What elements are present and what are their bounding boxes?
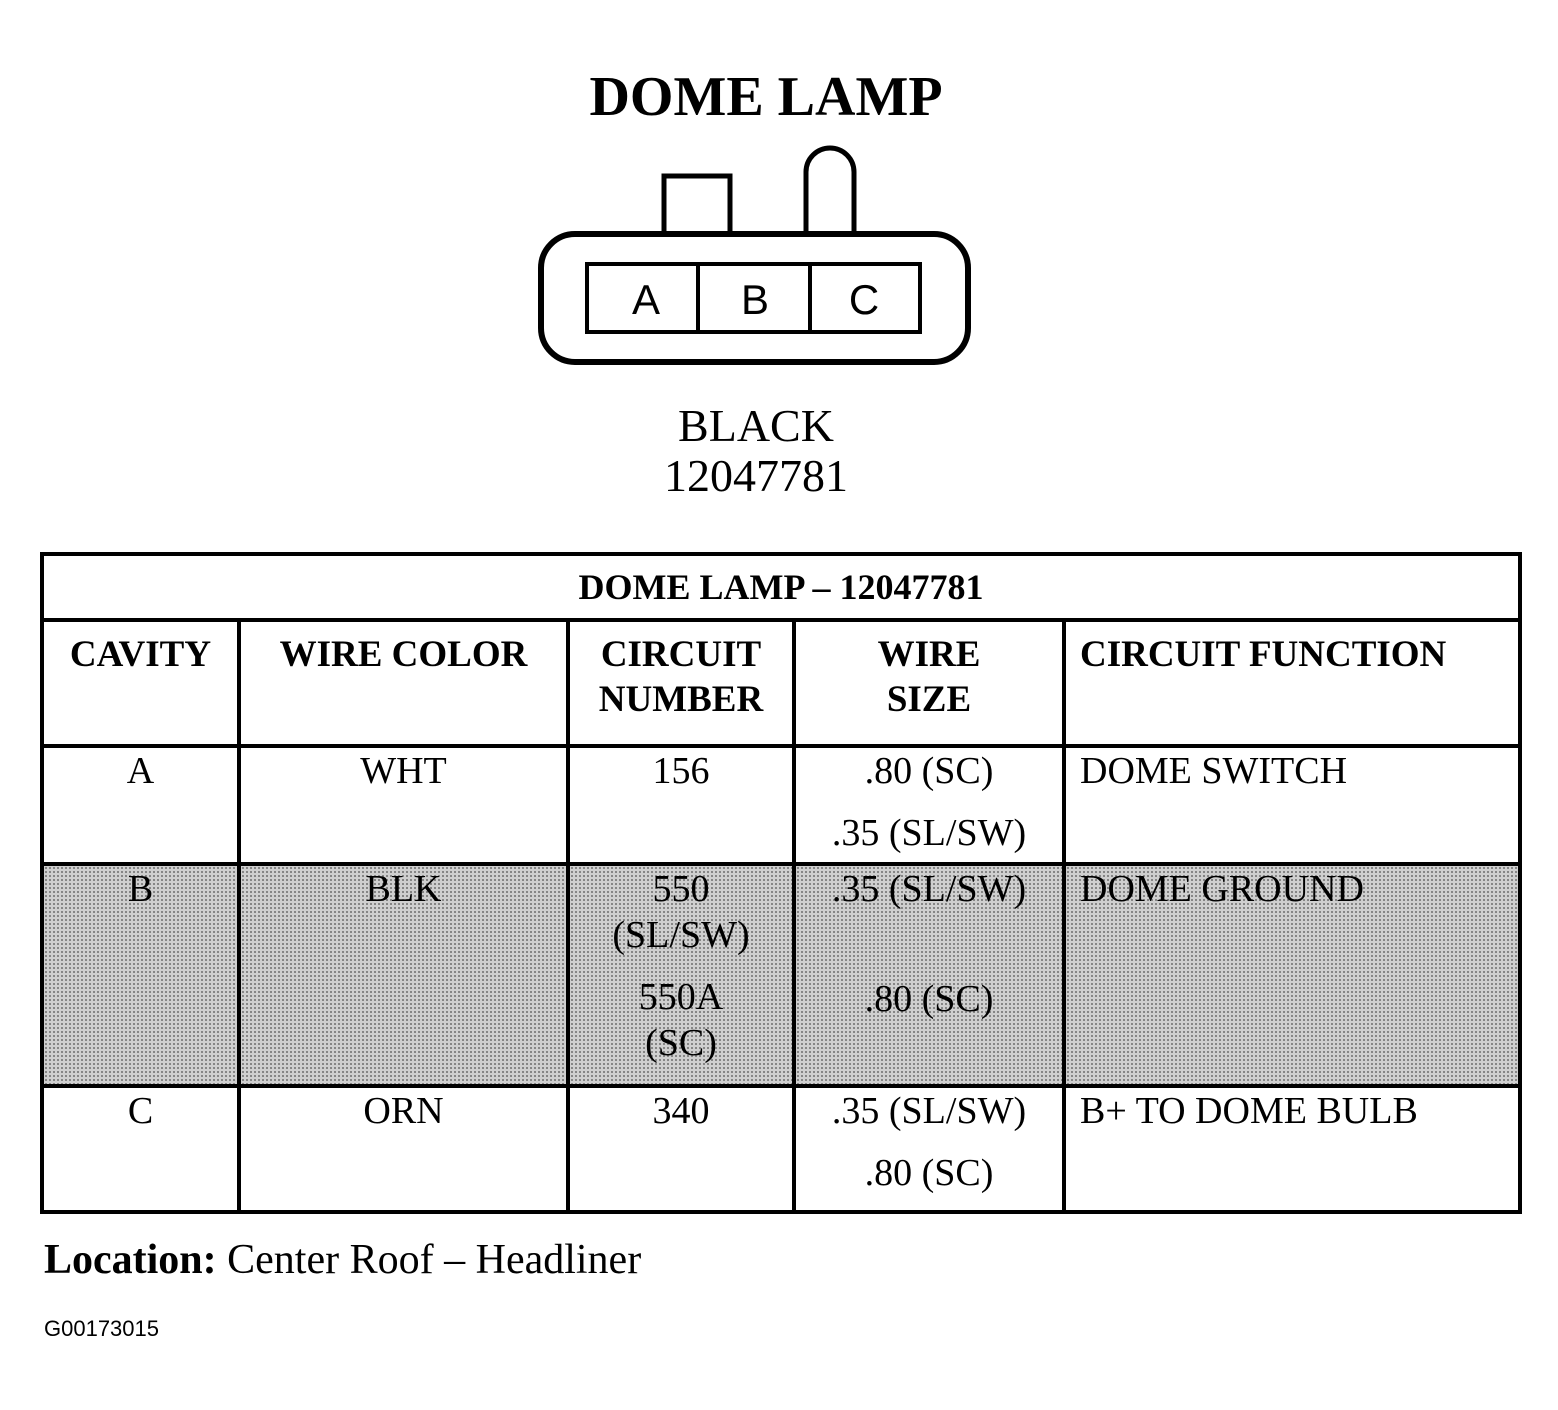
circuit-number-value: 156 [652,750,710,792]
cell-wire-color: ORN [239,1086,568,1212]
connector-part-number: 12047781 [664,450,848,501]
connector-latch-rounded [806,148,854,236]
cell-circuit-function: DOME SWITCH [1064,746,1520,864]
figure-id: G00173015 [44,1316,159,1341]
header-wire-size [794,620,1064,746]
cell-circuit-number [568,1086,794,1212]
connector-color: BLACK [678,400,834,451]
header-cavity: CAVITY [42,620,239,746]
wire-size-value: .80 (SC) [864,750,994,792]
cell-circuit-function: B+ TO DOME BULB [1064,1086,1520,1212]
circuit-number-value: 550 [652,868,710,910]
cell-wire-size [794,1086,1064,1212]
table-row [42,864,1520,1086]
connector-diagram [530,140,980,380]
wire-size-value: .35 (SL/SW) [831,868,1027,910]
location-value: Center Roof – Headliner [227,1237,642,1283]
cell-wire-color: BLK [239,864,568,1086]
cell-cavity: B [42,864,239,1086]
pinout-table [40,552,1522,1214]
header-circuit-number [568,620,794,746]
cavity-label-a: A [631,276,661,323]
circuit-number-value: 340 [652,1090,710,1132]
cavity-label-c: C [848,276,880,323]
header-circuit-number-line2: NUMBER [598,679,764,720]
connector-latch-square [664,176,730,236]
cell-circuit-number [568,864,794,1086]
location-label: Location: [44,1237,217,1283]
cell-wire-size [794,864,1064,1086]
cell-cavity: A [42,746,239,864]
wire-size-value: .80 (SC) [864,978,994,1020]
cell-wire-color: WHT [239,746,568,864]
header-circuit-number-line1: CIRCUIT [600,634,762,675]
wire-size-value: .35 (SL/SW) [831,1090,1027,1132]
circuit-number-note: (SL/SW) [612,914,750,956]
page-title: DOME LAMP [589,66,943,128]
header-circuit-function: CIRCUIT FUNCTION [1064,620,1520,746]
wire-size-value: .80 (SC) [864,1152,994,1194]
header-wire-size-line2: SIZE [886,679,972,720]
header-wire-size-line1: WIRE [877,634,981,675]
cell-cavity: C [42,1086,239,1212]
wire-size-value: .35 (SL/SW) [831,812,1027,854]
cavity-label-b: B [740,276,770,323]
cell-circuit-number [568,746,794,864]
cell-circuit-function: DOME GROUND [1064,864,1520,1086]
table-row [42,1086,1520,1212]
cell-wire-size [794,746,1064,864]
table-row [42,746,1520,864]
circuit-number-value: 550A [638,976,724,1018]
header-wire-color: WIRE COLOR [239,620,568,746]
location-line [44,1235,641,1285]
table-title: DOME LAMP – 12047781 [42,554,1520,620]
circuit-number-note: (SC) [645,1022,717,1064]
